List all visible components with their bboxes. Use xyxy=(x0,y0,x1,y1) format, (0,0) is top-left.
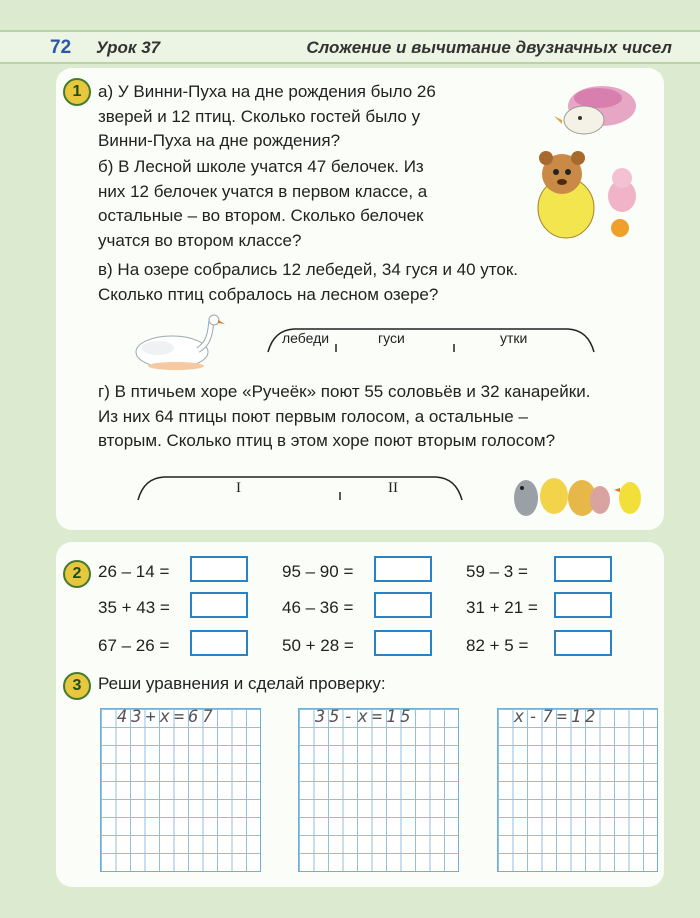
task1g-line: вторым. Сколько птиц в этом хоре поют вторым голосом? xyxy=(98,431,556,450)
task1g-text xyxy=(98,380,590,454)
task1g-line: Из них 64 птицы поют первым голосом, а остальные – xyxy=(98,406,528,426)
diagram-label-geese: гуси xyxy=(378,330,405,346)
task1a-line: Винни-Пуха на дне рождения? xyxy=(98,131,341,150)
page-number: 72 xyxy=(50,37,72,58)
answer-box[interactable] xyxy=(554,630,612,656)
bird-hat-illustration xyxy=(552,76,642,138)
handwritten-equation: x-7=12 xyxy=(514,707,600,727)
diagram-label-second-voice: II xyxy=(388,480,398,496)
task1v-line: Сколько птиц собралось на лесном озере? xyxy=(98,284,439,304)
task3-prompt: Реши уравнения и сделай проверку: xyxy=(98,674,386,693)
task1a-text xyxy=(98,80,436,154)
diagram-label-first-voice: I xyxy=(236,480,241,496)
expression: 95 – 90 = xyxy=(282,562,354,581)
expression: 26 – 14 = xyxy=(98,562,170,581)
task1a-line: а) У Винни-Пуха на дне рождения было 26 xyxy=(98,82,436,101)
task1a-line: зверей и 12 птиц. Сколько гостей было у xyxy=(98,106,421,126)
answer-box[interactable] xyxy=(374,592,432,618)
answer-box[interactable] xyxy=(554,556,612,582)
expression: 46 – 36 = xyxy=(282,598,354,617)
answer-box[interactable] xyxy=(374,556,432,582)
birds-choir-illustration xyxy=(508,466,648,522)
handwritten-equation: 43+x=67 xyxy=(117,707,217,727)
task1b-line: б) В Лесной школе учатся 47 белочек. Из xyxy=(98,157,424,176)
answer-box[interactable] xyxy=(554,592,612,618)
task1g-line: г) В птичьем хоре «Ручеёк» поют 55 соловьёв и 32 канарейки. xyxy=(98,382,591,401)
answer-box[interactable] xyxy=(374,630,432,656)
expression: 59 – 3 = xyxy=(466,562,528,581)
task2-number-badge: 2 xyxy=(63,560,91,588)
topic-title: Сложение и вычитание двузначных чисел xyxy=(306,38,672,57)
swan-illustration xyxy=(128,312,228,372)
diagram-label-ducks: утки xyxy=(500,330,528,346)
task1b-text xyxy=(98,155,427,253)
page-header xyxy=(0,30,700,64)
handwritten-equation: 35-x=15 xyxy=(315,707,415,727)
answer-box[interactable] xyxy=(190,592,248,618)
answer-box[interactable] xyxy=(190,556,248,582)
expression: 82 + 5 = xyxy=(466,636,529,655)
task1v-line: в) На озере собрались 12 лебедей, 34 гуся и 40 уток. xyxy=(98,260,519,279)
expression: 35 + 43 = xyxy=(98,598,170,617)
answer-box[interactable] xyxy=(190,630,248,656)
task1b-line: учатся во втором классе? xyxy=(98,230,302,250)
expression: 67 – 26 = xyxy=(98,636,170,655)
segment-diagram-g xyxy=(134,470,466,504)
task1b-line: них 12 белочек учатся в первом классе, а xyxy=(98,181,428,201)
task1v-text xyxy=(98,258,518,307)
task1b-line: остальные – во втором. Сколько белочек xyxy=(98,206,424,225)
lesson-title: Урок 37 xyxy=(96,38,161,57)
equation-grid[interactable] xyxy=(298,708,459,872)
task1-number-badge: 1 xyxy=(63,78,91,106)
task3-number-badge: 3 xyxy=(63,672,91,700)
diagram-label-swans: лебеди xyxy=(282,330,330,346)
expression: 50 + 28 = xyxy=(282,636,354,655)
equation-grid[interactable] xyxy=(497,708,658,872)
winnie-pooh-illustration xyxy=(524,150,644,242)
equation-grid[interactable] xyxy=(100,708,261,872)
expression: 31 + 21 = xyxy=(466,598,538,617)
